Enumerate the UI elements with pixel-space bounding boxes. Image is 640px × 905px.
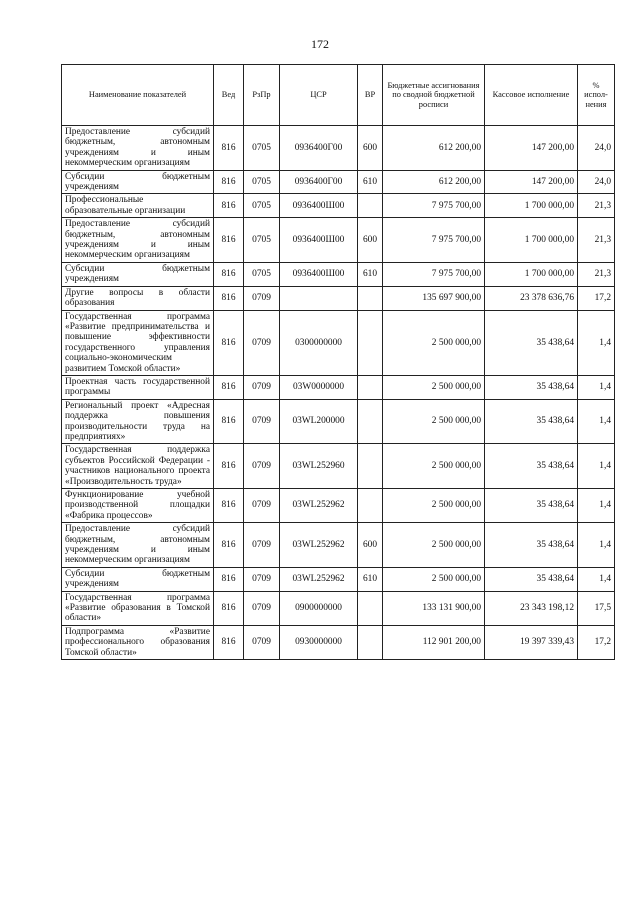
cell-csr: 0936400Г00 [280,126,358,171]
cell-ved: 816 [214,375,244,399]
cell-name: Государственная программа «Развитие образования в Томской области» [62,591,214,625]
cell-pct: 17,2 [578,286,615,310]
cell-ved: 816 [214,444,244,489]
budget-table [61,64,615,660]
table-header-row [62,65,615,126]
cell-vr [358,310,383,375]
header-cash: Кассовое исполнение [485,65,578,126]
cell-rzpr: 0709 [244,310,280,375]
cell-ved: 816 [214,126,244,171]
cell-name: Субсидии бюджетным учреждениям [62,170,214,194]
table-row [62,262,615,286]
cell-pct: 21,3 [578,218,615,263]
cell-pct: 21,3 [578,194,615,218]
cell-cash: 35 438,64 [485,489,578,523]
cell-ved: 816 [214,218,244,263]
header-vr: ВР [358,65,383,126]
cell-ved: 816 [214,489,244,523]
cell-budget: 2 500 000,00 [383,567,485,591]
cell-pct: 17,2 [578,625,615,659]
cell-vr: 610 [358,170,383,194]
cell-name: Субсидии бюджетным учреждениям [62,262,214,286]
table-row [62,591,615,625]
header-rzpr: РзПр [244,65,280,126]
header-pct: % испол-нения [578,65,615,126]
cell-vr: 600 [358,218,383,263]
cell-pct: 1,4 [578,523,615,568]
cell-budget: 612 200,00 [383,170,485,194]
cell-budget: 112 901 200,00 [383,625,485,659]
cell-vr [358,591,383,625]
header-ved: Вед [214,65,244,126]
cell-ved: 816 [214,399,244,444]
cell-vr: 610 [358,567,383,591]
cell-ved: 816 [214,262,244,286]
cell-cash: 35 438,64 [485,523,578,568]
cell-budget: 2 500 000,00 [383,489,485,523]
table-row [62,170,615,194]
cell-rzpr: 0709 [244,286,280,310]
cell-cash: 19 397 339,43 [485,625,578,659]
cell-ved: 816 [214,170,244,194]
header-budget: Бюджетные ассигнования по сводной бюджетной росписи [383,65,485,126]
cell-csr: 0936400Ш00 [280,194,358,218]
cell-rzpr: 0709 [244,489,280,523]
cell-rzpr: 0705 [244,262,280,286]
cell-budget: 612 200,00 [383,126,485,171]
cell-pct: 1,4 [578,375,615,399]
cell-ved: 816 [214,194,244,218]
cell-pct: 1,4 [578,489,615,523]
cell-ved: 816 [214,523,244,568]
table-row [62,567,615,591]
cell-budget: 2 500 000,00 [383,444,485,489]
cell-csr: 0936400Г00 [280,170,358,194]
cell-csr: 0900000000 [280,591,358,625]
cell-budget: 7 975 700,00 [383,218,485,263]
cell-name: Субсидии бюджетным учреждениям [62,567,214,591]
cell-vr: 600 [358,126,383,171]
cell-vr [358,286,383,310]
cell-rzpr: 0709 [244,591,280,625]
cell-cash: 35 438,64 [485,399,578,444]
cell-name: Региональный проект «Адресная поддержка повышения производительности труда на предприятиях» [62,399,214,444]
cell-name: Государственная поддержка субъектов Российской Федерации - участников национального проекта «Производительность труда» [62,444,214,489]
cell-pct: 21,3 [578,262,615,286]
cell-csr: 03WL252962 [280,523,358,568]
cell-name: Профессиональные образовательные организации [62,194,214,218]
cell-budget: 2 500 000,00 [383,523,485,568]
table-row [62,126,615,171]
cell-pct: 1,4 [578,399,615,444]
cell-rzpr: 0709 [244,444,280,489]
cell-budget: 133 131 900,00 [383,591,485,625]
cell-name: Другие вопросы в области образования [62,286,214,310]
cell-cash: 147 200,00 [485,126,578,171]
cell-cash: 1 700 000,00 [485,218,578,263]
cell-ved: 816 [214,286,244,310]
cell-rzpr: 0705 [244,170,280,194]
cell-pct: 1,4 [578,444,615,489]
cell-rzpr: 0709 [244,625,280,659]
table-row [62,444,615,489]
cell-pct: 17,5 [578,591,615,625]
cell-vr [358,489,383,523]
table-row [62,194,615,218]
cell-cash: 1 700 000,00 [485,262,578,286]
cell-cash: 23 378 636,76 [485,286,578,310]
cell-pct: 24,0 [578,126,615,171]
cell-pct: 1,4 [578,567,615,591]
cell-name: Предоставление субсидий бюджетным, автономным учреждениям и иным некоммерческим организациям [62,523,214,568]
cell-csr: 03WL252962 [280,567,358,591]
cell-rzpr: 0709 [244,375,280,399]
cell-vr [358,399,383,444]
cell-csr: 03WL200000 [280,399,358,444]
cell-vr [358,194,383,218]
cell-name: Функционирование учебной производственной площадки «Фабрика процессов» [62,489,214,523]
cell-csr: 0300000000 [280,310,358,375]
table-row [62,523,615,568]
cell-csr: 0936400Ш00 [280,218,358,263]
cell-ved: 816 [214,567,244,591]
cell-name: Проектная часть государственной программы [62,375,214,399]
cell-rzpr: 0709 [244,567,280,591]
cell-cash: 1 700 000,00 [485,194,578,218]
cell-rzpr: 0709 [244,523,280,568]
cell-csr: 03W0000000 [280,375,358,399]
cell-pct: 24,0 [578,170,615,194]
cell-vr: 610 [358,262,383,286]
cell-rzpr: 0705 [244,194,280,218]
cell-name: Предоставление субсидий бюджетным, автономным учреждениям и иным некоммерческим организациям [62,126,214,171]
table-row [62,625,615,659]
header-name: Наименование показателей [62,65,214,126]
cell-csr: 03WL252962 [280,489,358,523]
cell-vr: 600 [358,523,383,568]
table-row [62,286,615,310]
cell-budget: 2 500 000,00 [383,399,485,444]
table-row [62,218,615,263]
cell-budget: 7 975 700,00 [383,262,485,286]
cell-csr [280,286,358,310]
table-row [62,310,615,375]
cell-name: Предоставление субсидий бюджетным, автономным учреждениям и иным некоммерческим организациям [62,218,214,263]
cell-budget: 2 500 000,00 [383,310,485,375]
cell-budget: 7 975 700,00 [383,194,485,218]
cell-budget: 2 500 000,00 [383,375,485,399]
cell-rzpr: 0705 [244,218,280,263]
cell-cash: 147 200,00 [485,170,578,194]
cell-pct: 1,4 [578,310,615,375]
cell-rzpr: 0709 [244,399,280,444]
cell-ved: 816 [214,591,244,625]
cell-ved: 816 [214,625,244,659]
table-row [62,489,615,523]
cell-name: Подпрограмма «Развитие профессионального образования Томской области» [62,625,214,659]
cell-budget: 135 697 900,00 [383,286,485,310]
cell-vr [358,375,383,399]
cell-vr [358,625,383,659]
cell-csr: 03WL252960 [280,444,358,489]
cell-rzpr: 0705 [244,126,280,171]
cell-cash: 35 438,64 [485,567,578,591]
page-number: 172 [311,37,329,51]
cell-vr [358,444,383,489]
cell-cash: 35 438,64 [485,310,578,375]
table-body [62,126,615,660]
table-row [62,375,615,399]
cell-cash: 35 438,64 [485,444,578,489]
cell-name: Государственная программа «Развитие предпринимательства и повышение эффективности государственного управления социально-экономическим развитием Томской области» [62,310,214,375]
header-csr: ЦСР [280,65,358,126]
cell-ved: 816 [214,310,244,375]
table-row [62,399,615,444]
cell-csr: 0936400Ш00 [280,262,358,286]
cell-cash: 35 438,64 [485,375,578,399]
cell-cash: 23 343 198,12 [485,591,578,625]
cell-csr: 0930000000 [280,625,358,659]
